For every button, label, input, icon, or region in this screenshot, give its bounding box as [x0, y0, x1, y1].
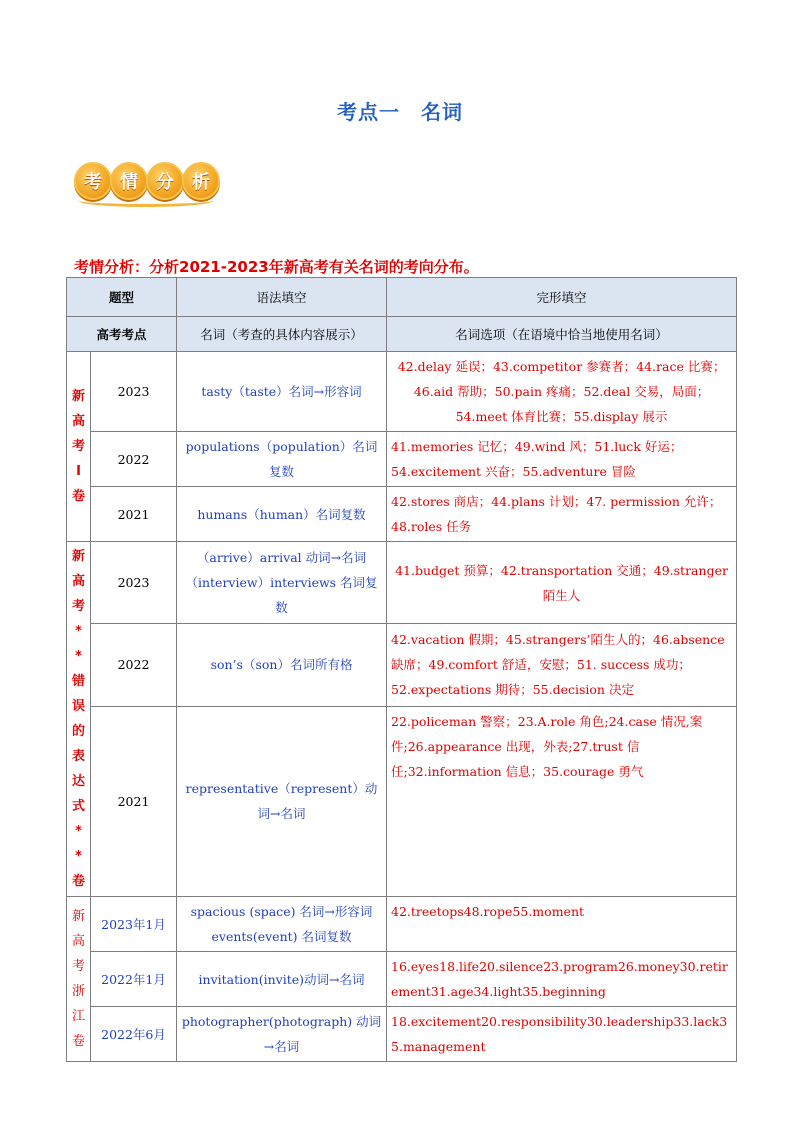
region-char: *: [75, 824, 82, 839]
table-row: [67, 487, 737, 542]
grammar-cell: representative（represent）动词→名词: [177, 706, 387, 896]
header-row-2: [67, 317, 737, 352]
region-char: 的: [71, 724, 85, 739]
region-char: 江: [71, 1009, 85, 1024]
grammar-cell: tasty（taste）名词→形容词: [177, 352, 387, 432]
section-heading: 考情分析：分析2021-2023年新高考有关名词的考向分布。: [74, 258, 479, 276]
cloze-cell: 42.stores 商店；44.plans 计划；47. permission 允许；48.roles 任务: [387, 487, 737, 542]
cloze-cell: 41.memories 记忆；49.wind 风；51.luck 好运；54.excitement 兴奋；55.adventure 冒险: [387, 432, 737, 487]
cloze-cell: 42.vacation 假期；45.strangers’陌生人的；46.absence 缺席；49.comfort 舒适，安慰；51. success 成功；52.expectations 期待；55.decision 决定: [387, 624, 737, 706]
region-char: I: [76, 464, 81, 479]
year-cell: 2022年1月: [91, 952, 177, 1007]
cloze-cell: 18.excitement20.responsibility30.leadership33.lack35.management: [387, 1007, 737, 1062]
grammar-cell: son’s（son）名词所有格: [177, 624, 387, 706]
region-char: *: [75, 649, 82, 664]
year-cell: 2021: [91, 487, 177, 542]
table-row: [67, 897, 737, 952]
region-char: 考: [71, 439, 85, 454]
table-row: [67, 1007, 737, 1062]
table-row: [67, 706, 737, 896]
year-cell: 2023年1月: [91, 897, 177, 952]
table-row: [67, 624, 737, 706]
region-char: 新: [71, 909, 85, 924]
table-row: [67, 432, 737, 487]
grammar-cell: humans（human）名词复数: [177, 487, 387, 542]
region-char: 表: [71, 749, 85, 764]
badge-underline: [78, 194, 214, 207]
header-question-type: 题型: [67, 278, 177, 317]
region-label-national-1: [67, 352, 91, 542]
grammar-cell: （arrive）arrival 动词→名词（interview）interviews 名词复数: [177, 542, 387, 624]
year-cell: 2022: [91, 432, 177, 487]
header-noun-content: 名词（考查的具体内容展示）: [177, 317, 387, 352]
region-char: 高: [71, 414, 85, 429]
header-row-1: [67, 278, 737, 317]
region-char: 浙: [71, 984, 85, 999]
table-row: [67, 542, 737, 624]
year-cell: 2023: [91, 542, 177, 624]
year-cell: 2021: [91, 706, 177, 896]
region-label-national-2: [67, 542, 91, 897]
region-char: 新: [71, 389, 85, 404]
year-cell: 2023: [91, 352, 177, 432]
badge-char-4: 析: [182, 162, 220, 200]
region-char: 新: [71, 549, 85, 564]
page-title: 考点一 名词: [337, 100, 463, 124]
section-badge: [74, 156, 224, 208]
badge-char-3: 分: [146, 162, 184, 200]
grammar-cell: populations（population）名词复数: [177, 432, 387, 487]
region-char: 误: [71, 699, 85, 714]
region-char: 卷: [71, 874, 85, 889]
region-char: 错: [71, 674, 85, 689]
grammar-cell: photographer(photograph) 动词→名词: [177, 1007, 387, 1062]
cloze-cell: 16.eyes18.life20.silence23.program26.money30.retirement31.age34.light35.beginning: [387, 952, 737, 1007]
region-char: 达: [71, 774, 85, 789]
year-cell: 2022年6月: [91, 1007, 177, 1062]
table-row: [67, 352, 737, 432]
region-char: 考: [71, 959, 85, 974]
region-char: 高: [71, 934, 85, 949]
region-char: 卷: [71, 489, 85, 504]
badge-char-1: 考: [74, 162, 112, 200]
cloze-cell: 42.delay 延误；43.competitor 参赛者；44.race 比赛；46.aid 帮助；50.pain 疼痛；52.deal 交易，局面；54.meet 体育比赛；55.display 展示: [387, 352, 737, 432]
badge-char-2: 情: [110, 162, 148, 200]
cloze-cell: 41.budget 预算；42.transportation 交通；49.stranger 陌生人: [387, 542, 737, 624]
grammar-cell: spacious (space) 名词→形容词 events(event) 名词复数: [177, 897, 387, 952]
analysis-table: [66, 277, 737, 1062]
region-char: 考: [71, 599, 85, 614]
grammar-cell: invitation(invite)动词→名词: [177, 952, 387, 1007]
cloze-cell: 42.treetops48.rope55.moment: [387, 897, 737, 952]
region-char: *: [75, 849, 82, 864]
table-row: [67, 952, 737, 1007]
region-label-zhejiang: [67, 897, 91, 1062]
cloze-cell: 22.policeman 警察；23.A.role 角色;24.case 情况,案件;26.appearance 出现，外表;27.trust 信任;32.information 信息；35.courage 勇气: [387, 706, 737, 896]
header-noun-options: 名词选项（在语境中恰当地使用名词）: [387, 317, 737, 352]
header-grammar-fill: 语法填空: [177, 278, 387, 317]
header-cloze: 完形填空: [387, 278, 737, 317]
region-char: 式: [71, 799, 85, 814]
header-exam-point: 高考考点: [67, 317, 177, 352]
region-char: 卷: [71, 1034, 85, 1049]
region-char: 高: [71, 574, 85, 589]
region-char: *: [75, 624, 82, 639]
year-cell: 2022: [91, 624, 177, 706]
